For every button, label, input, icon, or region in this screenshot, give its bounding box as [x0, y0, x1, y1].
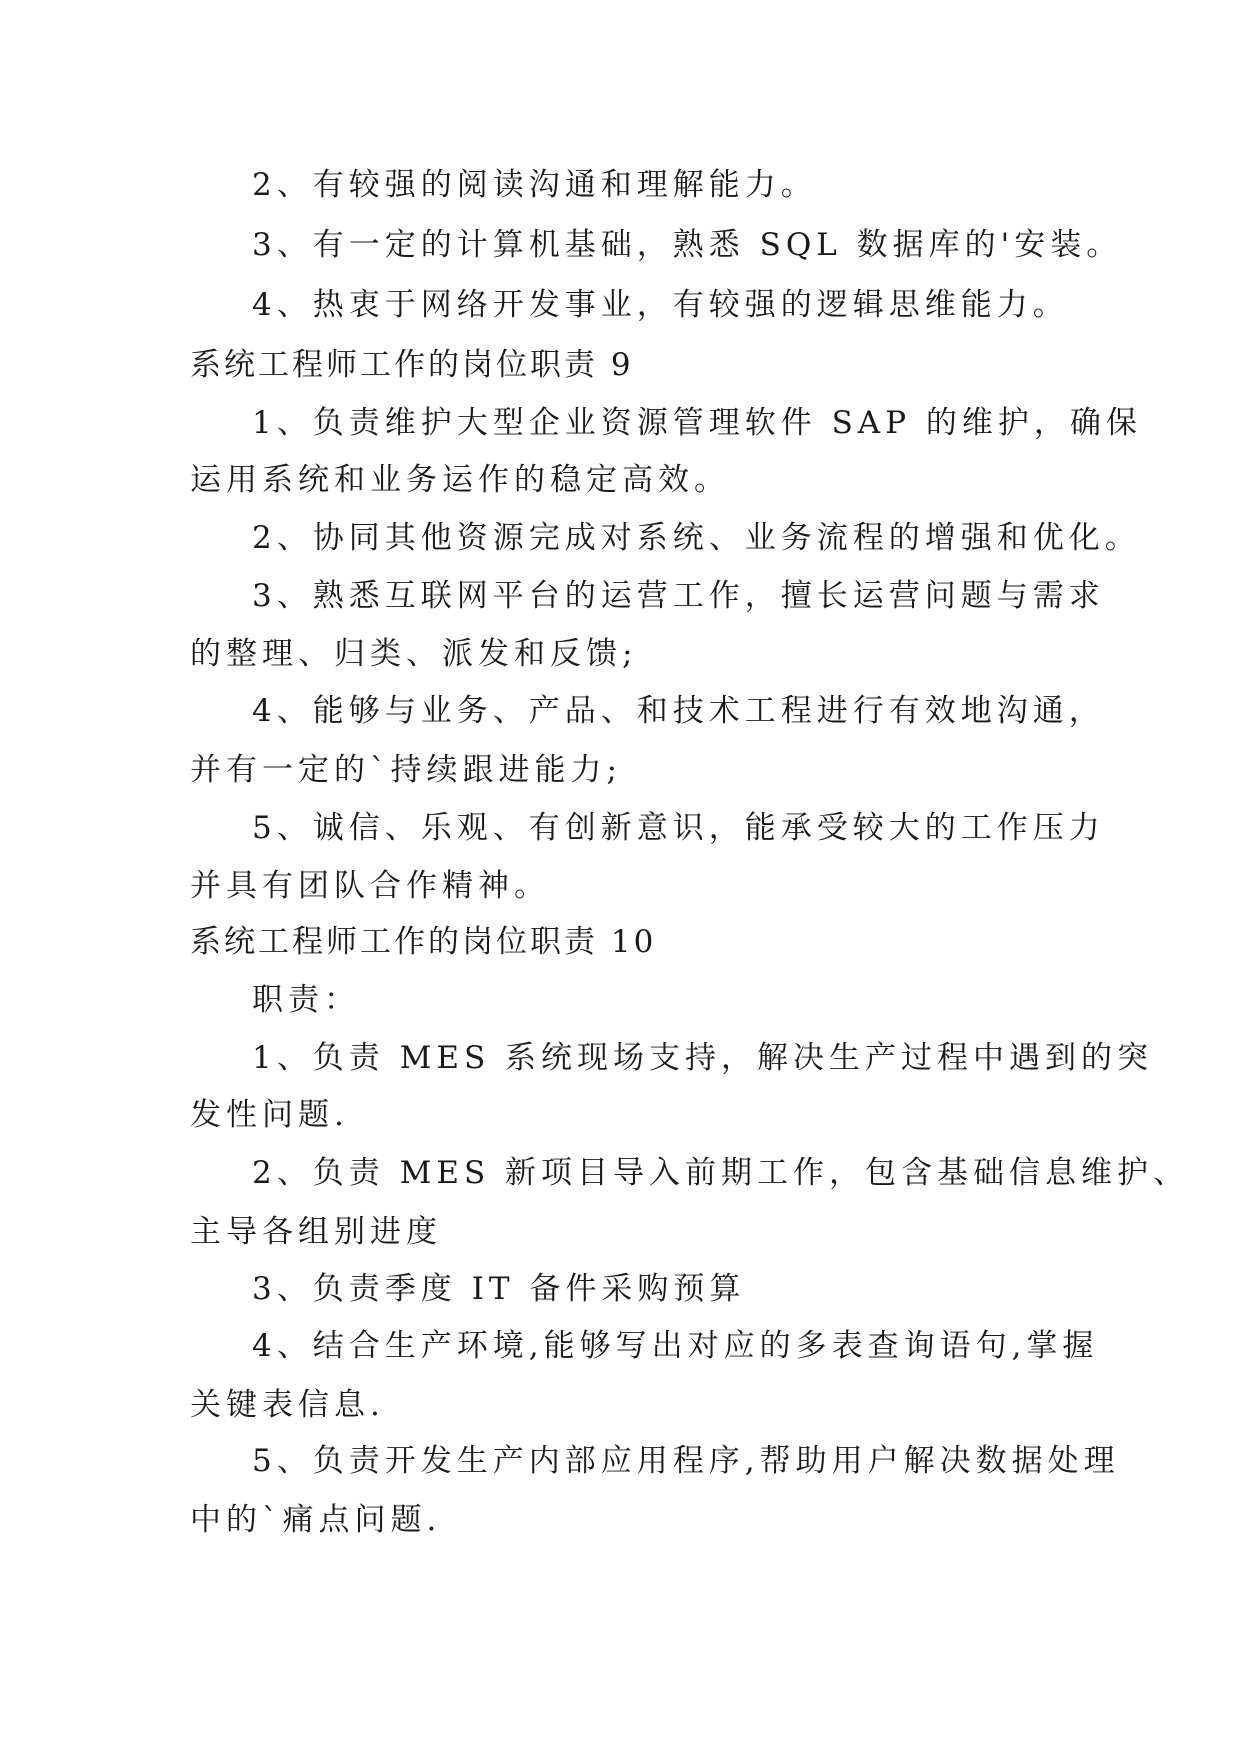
paragraph-line: 发性问题.: [190, 1097, 349, 1133]
paragraph-line: 3、有一定的计算机基础，熟悉 SQL 数据库的'安装。: [252, 227, 1123, 263]
paragraph-line: 运用系统和业务运作的稳定高效。: [190, 462, 730, 498]
paragraph-line: 职责：: [252, 982, 360, 1018]
section-heading: 系统工程师工作的岗位职责 10: [190, 924, 657, 960]
paragraph-line: 2、协同其他资源完成对系统、业务流程的增强和优化。: [252, 520, 1141, 556]
paragraph-line: 的整理、归类、派发和反馈;: [190, 636, 638, 672]
paragraph-line: 并具有团队合作精神。: [190, 868, 550, 904]
paragraph-line: 3、负责季度 IT 备件采购预算: [252, 1271, 746, 1307]
paragraph-line: 2、有较强的阅读沟通和理解能力。: [252, 167, 817, 203]
paragraph-line: 4、能够与业务、产品、和技术工程进行有效地沟通，: [252, 693, 1105, 729]
paragraph-line: 4、热衷于网络开发事业，有较强的逻辑思维能力。: [252, 287, 1069, 323]
paragraph-line: 3、熟悉互联网平台的运营工作，擅长运营问题与需求: [252, 578, 1105, 614]
paragraph-line: 5、负责开发生产内部应用程序,帮助用户解决数据处理: [252, 1443, 1120, 1479]
paragraph-line: 1、负责维护大型企业资源管理软件 SAP 的维护，确保: [252, 405, 1142, 441]
paragraph-line: 1、负责 MES 系统现场支持，解决生产过程中遇到的突: [252, 1040, 1154, 1076]
paragraph-line: 并有一定的`持续跟进能力;: [190, 752, 622, 788]
paragraph-line: 主导各组别进度: [190, 1214, 442, 1250]
paragraph-line: 中的`痛点问题.: [190, 1502, 442, 1538]
paragraph-line: 5、诚信、乐观、有创新意识，能承受较大的工作压力: [252, 810, 1105, 846]
paragraph-line: 关键表信息.: [190, 1387, 385, 1423]
paragraph-line: 4、结合生产环境,能够写出对应的多表查询语句,掌握: [252, 1328, 1099, 1364]
paragraph-line: 2、负责 MES 新项目导入前期工作，包含基础信息维护、: [252, 1155, 1190, 1191]
section-heading: 系统工程师工作的岗位职责 9: [190, 347, 634, 383]
